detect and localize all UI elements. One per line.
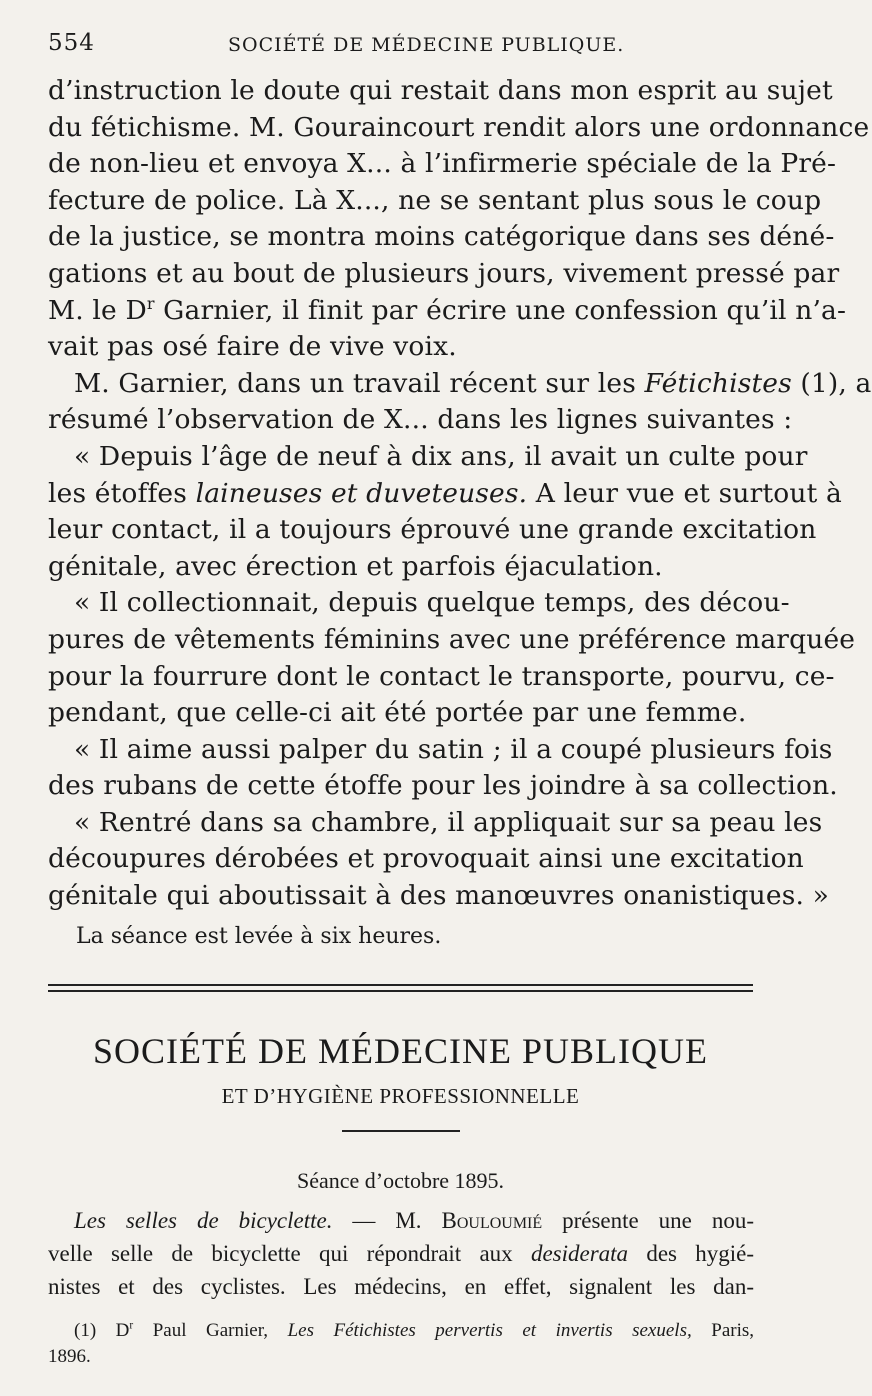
text-line: « Il collectionnait, depuis quelque temps, des décou- — [74, 587, 790, 619]
text-line: découpures dérobées et provoquait ainsi une excitation — [48, 843, 804, 875]
text-line: de non-lieu et envoya X... à l’infirmerie spéciale de la Pré- — [48, 148, 837, 180]
text-line: génitale qui aboutissait à des manœuvres onanistiques. » — [48, 880, 829, 912]
text-line: gations et au bout de plusieurs jours, vivement pressé par — [48, 257, 840, 289]
text-line: génitale, avec érection et parfois éjaculation. — [48, 550, 663, 582]
text-line: vait pas osé faire de vive voix. — [48, 331, 457, 363]
text-line: de la justice, se montra moins catégorique dans ses déné- — [48, 221, 835, 253]
text-line: « Depuis l’âge de neuf à dix ans, il avait un culte pour — [74, 440, 808, 472]
text-line: leur contact, il a toujours éprouvé une grande excitation — [48, 514, 817, 546]
text-line: des rubans de cette étoffe pour les joindre à sa collection. — [48, 770, 838, 802]
page-number: 554 — [48, 30, 95, 56]
text-line: pour la fourrure dont le contact le transporte, pourvu, ce- — [48, 660, 835, 692]
text-line: du fétichisme. M. Gouraincourt rendit alors une ordonnance — [48, 111, 870, 143]
text-line: velle selle de bicyclette qui répondrait aux desiderata des hygié- — [48, 1241, 754, 1266]
body-text — [48, 73, 872, 915]
running-head: SOCIÉTÉ DE MÉDECINE PUBLIQUE. — [228, 34, 625, 56]
text-line: fecture de police. Là X..., ne se sentant plus sous le coup — [48, 184, 822, 216]
text-line: pures de vêtements féminins avec une préférence marquée — [48, 623, 856, 655]
text-line: M. Garnier, dans un travail récent sur les Fétichistes (1), a — [74, 367, 872, 399]
double-rule-divider — [48, 984, 753, 992]
text-line: « Il aime aussi palper du satin ; il a coupé plusieurs fois — [74, 733, 833, 765]
footnote — [48, 1318, 754, 1370]
short-rule-divider — [342, 1130, 460, 1132]
seance-date: Séance d’octobre 1895. — [296, 1168, 505, 1193]
section-body-text — [48, 1204, 754, 1303]
footnote-line: (1) $D^r$ Paul Garnier, Les Fétichistes pervertis et invertis sexuels, Paris, — [74, 1319, 755, 1341]
text-line: les étoffes laineuses et duveteuses. A leur vue et surtout à — [48, 477, 842, 509]
page-header — [48, 30, 748, 66]
text-line: résumé l’observation de X... dans les lignes suivantes : — [48, 404, 793, 436]
text-line: Les selles de bicyclette. — M. Bouloumié présente une nou- — [74, 1208, 754, 1233]
text-line: « Rentré dans sa chambre, il appliquait sur sa peau les — [74, 806, 823, 838]
text-line: d’instruction le doute qui restait dans mon esprit au sujet — [48, 75, 833, 106]
text-line: pendant, que celle-ci ait été portée par une femme. — [48, 697, 747, 729]
text-line: M. le $D^r$ Garnier, il finit par écrire une confession qu’il n’a- — [48, 293, 847, 326]
section-title: SOCIÉTÉ DE MÉDECINE PUBLIQUE — [93, 1031, 708, 1071]
closing-line: La séance est levée à six heures. — [76, 924, 442, 949]
text-line: nistes et des cyclistes. Les médecins, en effet, signalent les dan- — [48, 1274, 754, 1299]
section-subtitle: ET D’HYGIÈNE PROFESSIONNELLE — [221, 1084, 580, 1108]
footnote-line: 1896. — [48, 1346, 91, 1367]
